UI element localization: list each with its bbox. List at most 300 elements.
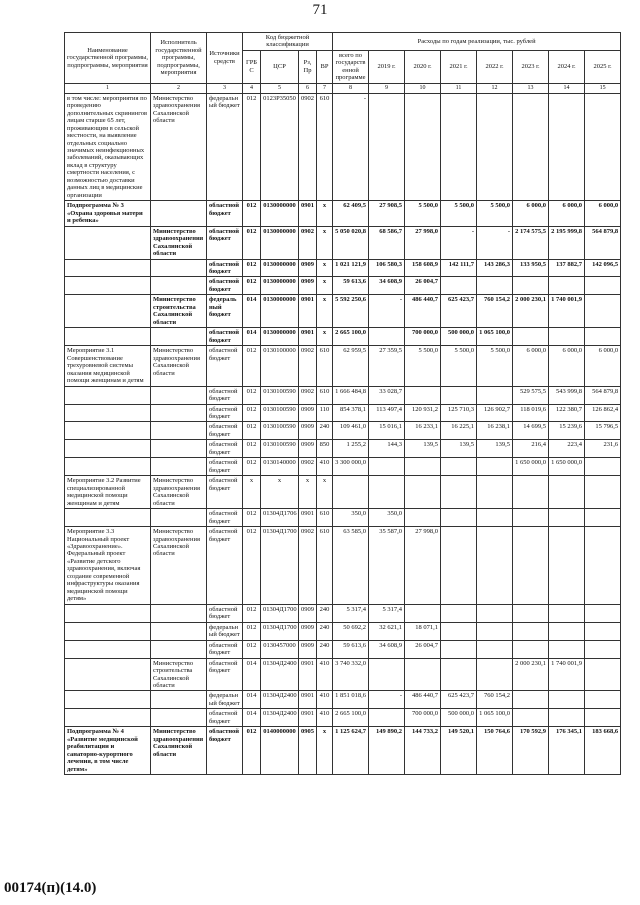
- year-value-cell: [405, 658, 441, 691]
- year-value-cell: [513, 509, 549, 527]
- funding-source-cell: федеральный бюджет: [207, 93, 243, 201]
- year-value-cell: 2 000 230,1: [513, 658, 549, 691]
- vr-cell: 610: [317, 509, 333, 527]
- total-cell: 1 021 121,9: [333, 259, 369, 277]
- year-value-cell: 223,4: [549, 440, 585, 458]
- year-value-cell: [585, 658, 621, 691]
- table-row: [65, 93, 621, 201]
- year-value-cell: 5 500,0: [405, 346, 441, 386]
- table-row: [65, 404, 621, 422]
- vr-cell: x: [317, 328, 333, 346]
- year-value-cell: 18 071,1: [405, 622, 441, 640]
- year-value-cell: [441, 458, 477, 476]
- year-value-cell: [513, 604, 549, 622]
- table-row: [65, 476, 621, 509]
- year-value-cell: 16 225,1: [441, 422, 477, 440]
- header-executor: Исполнитель государственной программы, подпрограммы, мероприятия: [151, 33, 207, 84]
- vr-cell: x: [317, 226, 333, 259]
- year-value-cell: [585, 640, 621, 658]
- grbs-cell: 012: [243, 201, 261, 226]
- program-name-cell: [65, 458, 151, 476]
- rzpr-cell: 0902: [299, 527, 317, 605]
- year-value-cell: 32 621,1: [369, 622, 405, 640]
- rzpr-cell: 0909: [299, 404, 317, 422]
- program-name-cell: [65, 622, 151, 640]
- funding-source-cell: областной бюджет: [207, 476, 243, 509]
- year-value-cell: [513, 476, 549, 509]
- year-value-cell: [369, 328, 405, 346]
- header-rzpr: Рз, Пр: [299, 50, 317, 83]
- rzpr-cell: 0902: [299, 93, 317, 201]
- executor-cell: Министерство здравоохранения Сахалинской области: [151, 727, 207, 775]
- year-value-cell: [441, 604, 477, 622]
- csr-cell: 0123P35050: [261, 93, 299, 201]
- year-value-cell: 139,5: [477, 440, 513, 458]
- grbs-cell: 012: [243, 404, 261, 422]
- header-year: 2022 г.: [477, 50, 513, 83]
- table-row: [65, 622, 621, 640]
- vr-cell: 110: [317, 404, 333, 422]
- total-cell: 5 050 020,8: [333, 226, 369, 259]
- year-value-cell: 500 000,0: [441, 709, 477, 727]
- year-value-cell: [405, 93, 441, 201]
- program-name-cell: [65, 658, 151, 691]
- year-value-cell: 6 000,0: [513, 201, 549, 226]
- total-cell: 5 592 250,6: [333, 295, 369, 328]
- vr-cell: x: [317, 277, 333, 295]
- year-value-cell: 1 740 001,9: [549, 658, 585, 691]
- year-value-cell: [441, 527, 477, 605]
- csr-cell: x: [261, 476, 299, 509]
- header-year: 2020 г.: [405, 50, 441, 83]
- year-value-cell: [585, 458, 621, 476]
- column-number: 15: [585, 83, 621, 93]
- executor-cell: [151, 458, 207, 476]
- page-number: 71: [312, 2, 328, 18]
- total-cell: 62 959,5: [333, 346, 369, 386]
- table-row: [65, 295, 621, 328]
- table-row: [65, 727, 621, 775]
- year-value-cell: [549, 622, 585, 640]
- executor-cell: [151, 404, 207, 422]
- year-value-cell: 137 882,7: [549, 259, 585, 277]
- csr-cell: 0130000000: [261, 226, 299, 259]
- year-value-cell: [585, 622, 621, 640]
- executor-cell: Министерство здравоохранения Сахалинской области: [151, 93, 207, 201]
- executor-cell: [151, 709, 207, 727]
- vr-cell: x: [317, 727, 333, 775]
- grbs-cell: 012: [243, 440, 261, 458]
- year-value-cell: [477, 622, 513, 640]
- executor-cell: [151, 604, 207, 622]
- grbs-cell: 014: [243, 328, 261, 346]
- funding-source-cell: областной бюджет: [207, 259, 243, 277]
- year-value-cell: [477, 527, 513, 605]
- year-value-cell: 26 004,7: [405, 640, 441, 658]
- vr-cell: 610: [317, 93, 333, 201]
- vr-cell: 410: [317, 709, 333, 727]
- header-expenses: Расходы по годам реализации, тыс. рублей: [333, 33, 621, 51]
- year-value-cell: 6 000,0: [549, 346, 585, 386]
- year-value-cell: 1 650 000,0: [549, 458, 585, 476]
- year-value-cell: 120 931,2: [405, 404, 441, 422]
- program-name-cell: [65, 509, 151, 527]
- csr-cell: 0130100590: [261, 404, 299, 422]
- year-value-cell: 14 699,5: [513, 422, 549, 440]
- funding-source-cell: областной бюджет: [207, 201, 243, 226]
- total-cell: 2 665 100,0: [333, 709, 369, 727]
- year-value-cell: 34 608,9: [369, 277, 405, 295]
- year-value-cell: 231,6: [585, 440, 621, 458]
- total-cell: 1 666 484,8: [333, 386, 369, 404]
- year-value-cell: 149 520,1: [441, 727, 477, 775]
- csr-cell: 01304Д2400: [261, 709, 299, 727]
- grbs-cell: 012: [243, 346, 261, 386]
- table-row: [65, 277, 621, 295]
- table-row: [65, 201, 621, 226]
- year-value-cell: [549, 640, 585, 658]
- program-name-cell: Мероприятие 3.1 Совершенствование трехуровневой системы оказания медицинской помощи женщинам и детям: [65, 346, 151, 386]
- year-value-cell: 6 000,0: [549, 201, 585, 226]
- year-value-cell: 350,0: [369, 509, 405, 527]
- total-cell: 59 613,6: [333, 277, 369, 295]
- program-name-cell: [65, 226, 151, 259]
- grbs-cell: 012: [243, 226, 261, 259]
- year-value-cell: [477, 458, 513, 476]
- grbs-cell: 012: [243, 727, 261, 775]
- year-value-cell: [549, 476, 585, 509]
- year-value-cell: [549, 93, 585, 201]
- program-name-cell: [65, 277, 151, 295]
- year-value-cell: 486 440,7: [405, 691, 441, 709]
- year-value-cell: 113 497,4: [369, 404, 405, 422]
- column-number: 5: [261, 83, 299, 93]
- year-value-cell: 16 238,1: [477, 422, 513, 440]
- year-value-cell: [405, 458, 441, 476]
- header-source: Источники средств: [207, 33, 243, 84]
- year-value-cell: [441, 93, 477, 201]
- funding-source-cell: областной бюджет: [207, 328, 243, 346]
- year-value-cell: 27 359,5: [369, 346, 405, 386]
- table-row: [65, 458, 621, 476]
- header-total: всего по государственной программе: [333, 50, 369, 83]
- executor-cell: [151, 277, 207, 295]
- program-name-cell: [65, 440, 151, 458]
- year-value-cell: 139,5: [441, 440, 477, 458]
- year-value-cell: 564 879,8: [585, 386, 621, 404]
- year-value-cell: 6 000,0: [585, 346, 621, 386]
- year-value-cell: 139,5: [405, 440, 441, 458]
- year-value-cell: 68 586,7: [369, 226, 405, 259]
- year-value-cell: [477, 640, 513, 658]
- year-value-cell: 2 000 230,1: [513, 295, 549, 328]
- year-value-cell: [513, 277, 549, 295]
- funding-source-cell: областной бюджет: [207, 509, 243, 527]
- budget-table: [64, 32, 621, 775]
- vr-cell: x: [317, 295, 333, 328]
- year-value-cell: 6 000,0: [585, 201, 621, 226]
- executor-cell: [151, 622, 207, 640]
- funding-source-cell: областной бюджет: [207, 458, 243, 476]
- rzpr-cell: 0901: [299, 509, 317, 527]
- year-value-cell: [549, 328, 585, 346]
- year-value-cell: 15 796,5: [585, 422, 621, 440]
- year-value-cell: 2 174 575,5: [513, 226, 549, 259]
- year-value-cell: 170 592,9: [513, 727, 549, 775]
- year-value-cell: [549, 709, 585, 727]
- funding-source-cell: областной бюджет: [207, 658, 243, 691]
- year-value-cell: [585, 328, 621, 346]
- grbs-cell: 012: [243, 259, 261, 277]
- total-cell: 59 613,6: [333, 640, 369, 658]
- year-value-cell: 1 650 000,0: [513, 458, 549, 476]
- csr-cell: 0140000000: [261, 727, 299, 775]
- year-value-cell: [477, 658, 513, 691]
- vr-cell: x: [317, 476, 333, 509]
- year-value-cell: [585, 709, 621, 727]
- vr-cell: 410: [317, 658, 333, 691]
- program-name-cell: [65, 709, 151, 727]
- year-value-cell: [549, 604, 585, 622]
- rzpr-cell: 0909: [299, 604, 317, 622]
- grbs-cell: x: [243, 476, 261, 509]
- total-cell: 3 740 332,0: [333, 658, 369, 691]
- program-name-cell: [65, 422, 151, 440]
- year-value-cell: 1 740 001,9: [549, 295, 585, 328]
- column-number: 14: [549, 83, 585, 93]
- funding-source-cell: областной бюджет: [207, 709, 243, 727]
- column-number: 10: [405, 83, 441, 93]
- grbs-cell: 012: [243, 422, 261, 440]
- year-value-cell: 216,4: [513, 440, 549, 458]
- rzpr-cell: 0909: [299, 277, 317, 295]
- year-value-cell: 106 580,3: [369, 259, 405, 277]
- year-value-cell: 1 065 100,0: [477, 328, 513, 346]
- csr-cell: 0130100590: [261, 422, 299, 440]
- table-row: [65, 691, 621, 709]
- year-value-cell: [585, 527, 621, 605]
- program-name-cell: Подпрограмма № 4 «Развитие медицинской реабилитации и санаторно-курортного лечения, в том числе детям»: [65, 727, 151, 775]
- year-value-cell: 16 233,1: [405, 422, 441, 440]
- year-value-cell: -: [369, 295, 405, 328]
- year-value-cell: [369, 93, 405, 201]
- header-vr: ВР: [317, 50, 333, 83]
- rzpr-cell: 0901: [299, 328, 317, 346]
- total-cell: [333, 476, 369, 509]
- year-value-cell: 142 096,5: [585, 259, 621, 277]
- year-value-cell: 15 016,1: [369, 422, 405, 440]
- csr-cell: 0130000000: [261, 277, 299, 295]
- rzpr-cell: 0901: [299, 691, 317, 709]
- table-row: [65, 640, 621, 658]
- vr-cell: x: [317, 259, 333, 277]
- rzpr-cell: 0909: [299, 440, 317, 458]
- header-year: 2025 г.: [585, 50, 621, 83]
- column-number: 3: [207, 83, 243, 93]
- grbs-cell: 014: [243, 709, 261, 727]
- year-value-cell: 150 764,6: [477, 727, 513, 775]
- funding-source-cell: областной бюджет: [207, 386, 243, 404]
- total-cell: 1 255,2: [333, 440, 369, 458]
- grbs-cell: 012: [243, 604, 261, 622]
- vr-cell: 610: [317, 527, 333, 605]
- total-cell: 2 665 100,0: [333, 328, 369, 346]
- total-cell: 109 461,0: [333, 422, 369, 440]
- csr-cell: 0130100000: [261, 346, 299, 386]
- program-name-cell: Мероприятие 3.2 Развитие специализированной медицинской помощи женщинам и детям: [65, 476, 151, 509]
- year-value-cell: [441, 640, 477, 658]
- grbs-cell: 012: [243, 527, 261, 605]
- column-number: 1: [65, 83, 151, 93]
- year-value-cell: [513, 527, 549, 605]
- year-value-cell: [549, 509, 585, 527]
- year-value-cell: [441, 622, 477, 640]
- total-cell: 1 125 624,7: [333, 727, 369, 775]
- year-value-cell: 5 500,0: [477, 201, 513, 226]
- vr-cell: 240: [317, 640, 333, 658]
- year-value-cell: 1 065 100,0: [477, 709, 513, 727]
- funding-source-cell: областной бюджет: [207, 640, 243, 658]
- csr-cell: 01304Д1706: [261, 509, 299, 527]
- total-cell: 1 851 018,6: [333, 691, 369, 709]
- year-value-cell: 625 423,7: [441, 691, 477, 709]
- table-row: [65, 527, 621, 605]
- csr-cell: 0130457000: [261, 640, 299, 658]
- year-value-cell: 144 733,2: [405, 727, 441, 775]
- column-number: 4: [243, 83, 261, 93]
- funding-source-cell: федеральный бюджет: [207, 691, 243, 709]
- year-value-cell: 760 154,2: [477, 691, 513, 709]
- total-cell: 62 409,5: [333, 201, 369, 226]
- grbs-cell: 014: [243, 691, 261, 709]
- rzpr-cell: 0902: [299, 226, 317, 259]
- year-value-cell: [477, 509, 513, 527]
- table-row: [65, 346, 621, 386]
- year-value-cell: 126 862,4: [585, 404, 621, 422]
- table-row: [65, 328, 621, 346]
- year-value-cell: 149 890,2: [369, 727, 405, 775]
- year-value-cell: [477, 476, 513, 509]
- column-number: 11: [441, 83, 477, 93]
- header-csr: ЦСР: [261, 50, 299, 83]
- year-value-cell: 625 423,7: [441, 295, 477, 328]
- table-row: [65, 386, 621, 404]
- vr-cell: 850: [317, 440, 333, 458]
- executor-cell: [151, 640, 207, 658]
- table-row: [65, 440, 621, 458]
- year-value-cell: 500 000,0: [441, 328, 477, 346]
- table-row: [65, 604, 621, 622]
- executor-cell: Министерство здравоохранения Сахалинской области: [151, 527, 207, 605]
- year-value-cell: 144,3: [369, 440, 405, 458]
- year-value-cell: [585, 93, 621, 201]
- program-name-cell: [65, 691, 151, 709]
- table-row: [65, 422, 621, 440]
- table-row: [65, 259, 621, 277]
- year-value-cell: -: [441, 226, 477, 259]
- program-name-cell: [65, 386, 151, 404]
- year-value-cell: [585, 604, 621, 622]
- year-value-cell: [477, 93, 513, 201]
- rzpr-cell: 0909: [299, 422, 317, 440]
- header-year: 2019 г.: [369, 50, 405, 83]
- document-code: 00174(п)(14.0): [4, 880, 97, 896]
- funding-source-cell: областной бюджет: [207, 346, 243, 386]
- executor-cell: [151, 386, 207, 404]
- year-value-cell: 27 998,0: [405, 226, 441, 259]
- year-value-cell: 760 154,2: [477, 295, 513, 328]
- year-value-cell: [405, 509, 441, 527]
- table-row: [65, 226, 621, 259]
- year-value-cell: [585, 277, 621, 295]
- rzpr-cell: 0909: [299, 640, 317, 658]
- executor-cell: Министерство строительства Сахалинской области: [151, 295, 207, 328]
- year-value-cell: [369, 658, 405, 691]
- executor-cell: [151, 440, 207, 458]
- program-name-cell: [65, 604, 151, 622]
- rzpr-cell: x: [299, 476, 317, 509]
- year-value-cell: 27 998,0: [405, 527, 441, 605]
- csr-cell: 0130000000: [261, 259, 299, 277]
- header-year: 2023 г.: [513, 50, 549, 83]
- year-value-cell: 158 608,9: [405, 259, 441, 277]
- year-value-cell: [441, 509, 477, 527]
- vr-cell: 610: [317, 346, 333, 386]
- program-name-cell: Подпрограмма № 3 «Охрана здоровья матери и ребенка»: [65, 201, 151, 226]
- year-value-cell: [549, 277, 585, 295]
- grbs-cell: 012: [243, 622, 261, 640]
- year-value-cell: [513, 691, 549, 709]
- year-value-cell: -: [477, 226, 513, 259]
- executor-cell: Министерство здравоохранения Сахалинской области: [151, 346, 207, 386]
- rzpr-cell: 0901: [299, 658, 317, 691]
- year-value-cell: [585, 691, 621, 709]
- vr-cell: 240: [317, 604, 333, 622]
- vr-cell: 240: [317, 422, 333, 440]
- program-name-cell: [65, 404, 151, 422]
- year-value-cell: 133 950,5: [513, 259, 549, 277]
- vr-cell: 410: [317, 691, 333, 709]
- table-row: [65, 509, 621, 527]
- vr-cell: 240: [317, 622, 333, 640]
- csr-cell: 01304Д1700: [261, 604, 299, 622]
- rzpr-cell: 0905: [299, 727, 317, 775]
- header-year: 2021 г.: [441, 50, 477, 83]
- csr-cell: 01304Д1700: [261, 527, 299, 605]
- funding-source-cell: областной бюджет: [207, 527, 243, 605]
- year-value-cell: [513, 328, 549, 346]
- funding-source-cell: федеральный бюджет: [207, 622, 243, 640]
- rzpr-cell: 0901: [299, 295, 317, 328]
- rzpr-cell: 0902: [299, 458, 317, 476]
- year-value-cell: [585, 295, 621, 328]
- vr-cell: 610: [317, 386, 333, 404]
- year-value-cell: 564 879,8: [585, 226, 621, 259]
- total-cell: 5 317,4: [333, 604, 369, 622]
- year-value-cell: [477, 386, 513, 404]
- funding-source-cell: областной бюджет: [207, 277, 243, 295]
- rzpr-cell: 0901: [299, 201, 317, 226]
- year-value-cell: [369, 458, 405, 476]
- funding-source-cell: областной бюджет: [207, 422, 243, 440]
- year-value-cell: 529 575,5: [513, 386, 549, 404]
- executor-cell: [151, 509, 207, 527]
- table-row: [65, 709, 621, 727]
- year-value-cell: [405, 386, 441, 404]
- csr-cell: 0130100590: [261, 440, 299, 458]
- funding-source-cell: областной бюджет: [207, 404, 243, 422]
- program-name-cell: Мероприятие 3.3 Национальный проект «Здравоохранение». Федеральный проект «Развитие детского здравоохранения, включая создание современной инфраструктуры оказания медицинской помощи детям»: [65, 527, 151, 605]
